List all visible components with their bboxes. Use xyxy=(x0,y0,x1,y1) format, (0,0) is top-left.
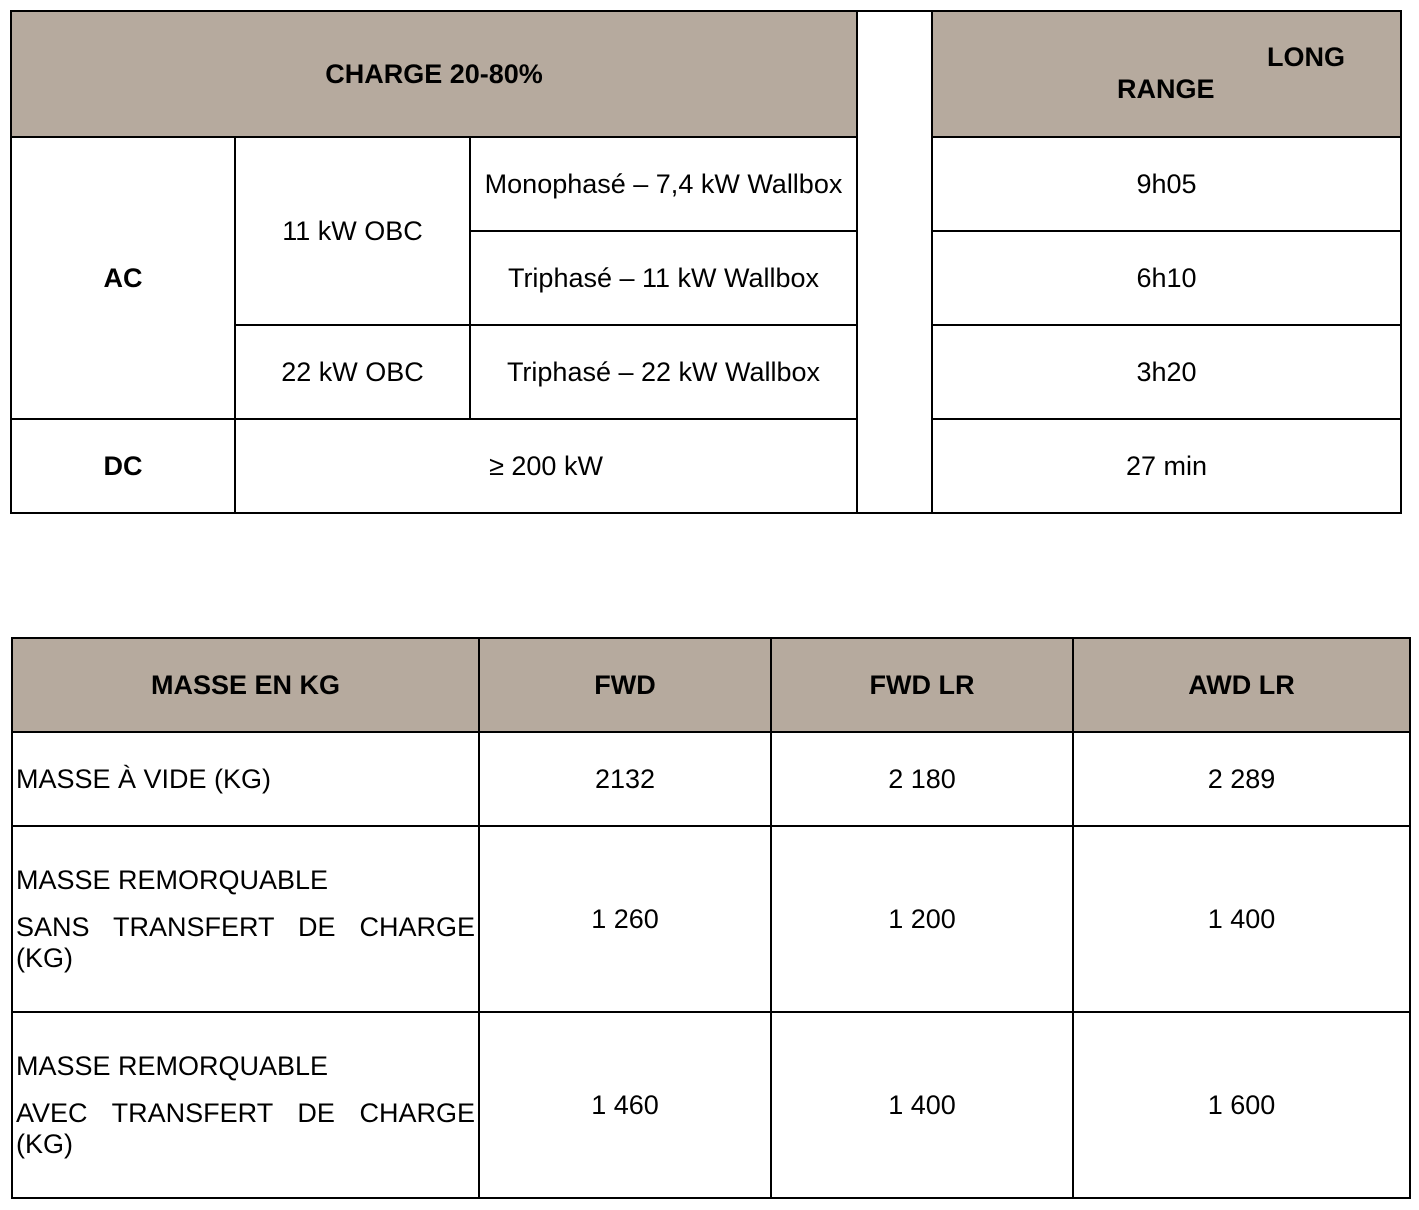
row-label-line: (KG) xyxy=(16,942,73,973)
charging-time-table xyxy=(10,10,1402,514)
ac-label: AC xyxy=(11,137,235,419)
awd-lr-header: AWD LR xyxy=(1073,638,1410,732)
table-cell: 2132 xyxy=(479,732,771,826)
charge-source: Triphasé – 22 kW Wallbox xyxy=(470,325,857,419)
fwd-lr-header: FWD LR xyxy=(771,638,1073,732)
dc-power: ≥ 200 kW xyxy=(235,419,857,513)
charge-time: 6h10 xyxy=(932,231,1401,325)
charge-time: 9h05 xyxy=(932,137,1401,231)
charge-header: CHARGE 20-80% xyxy=(11,11,857,137)
table-cell: 2 180 xyxy=(771,732,1073,826)
charge-time: 3h20 xyxy=(932,325,1401,419)
long-range-word2: RANGE xyxy=(1117,74,1215,104)
dc-label: DC xyxy=(11,419,235,513)
row-label-line: (KG) xyxy=(16,1128,73,1159)
row-label: MASSE À VIDE (KG) xyxy=(12,732,479,826)
table-cell: 1 260 xyxy=(479,826,771,1012)
table-cell: 2 289 xyxy=(1073,732,1410,826)
row-label-line: MASSE REMORQUABLE xyxy=(16,864,329,895)
table-cell: 1 200 xyxy=(771,826,1073,1012)
fwd-header: FWD xyxy=(479,638,771,732)
mass-table xyxy=(11,637,1411,1199)
column-spacer xyxy=(857,11,932,513)
row-label-line: SANS TRANSFERT DE CHARGE xyxy=(16,911,475,942)
charge-source: Triphasé – 11 kW Wallbox xyxy=(470,231,857,325)
table-cell: 1 600 xyxy=(1073,1012,1410,1198)
obc-11kw: 11 kW OBC xyxy=(235,137,470,325)
table-cell: 1 400 xyxy=(1073,826,1410,1012)
dc-time: 27 min xyxy=(932,419,1401,513)
row-label-line: AVEC TRANSFERT DE CHARGE xyxy=(16,1097,475,1128)
row-label xyxy=(12,826,479,1012)
obc-22kw: 22 kW OBC xyxy=(235,325,470,419)
charge-source: Monophasé – 7,4 kW Wallbox xyxy=(470,137,857,231)
long-range-header xyxy=(932,11,1401,137)
mass-header: MASSE EN KG xyxy=(12,638,479,732)
table-cell: 1 460 xyxy=(479,1012,771,1198)
table-cell: 1 400 xyxy=(771,1012,1073,1198)
row-label xyxy=(12,1012,479,1198)
row-label-line: MASSE REMORQUABLE xyxy=(16,1050,329,1081)
long-range-word1: LONG xyxy=(1267,42,1346,72)
